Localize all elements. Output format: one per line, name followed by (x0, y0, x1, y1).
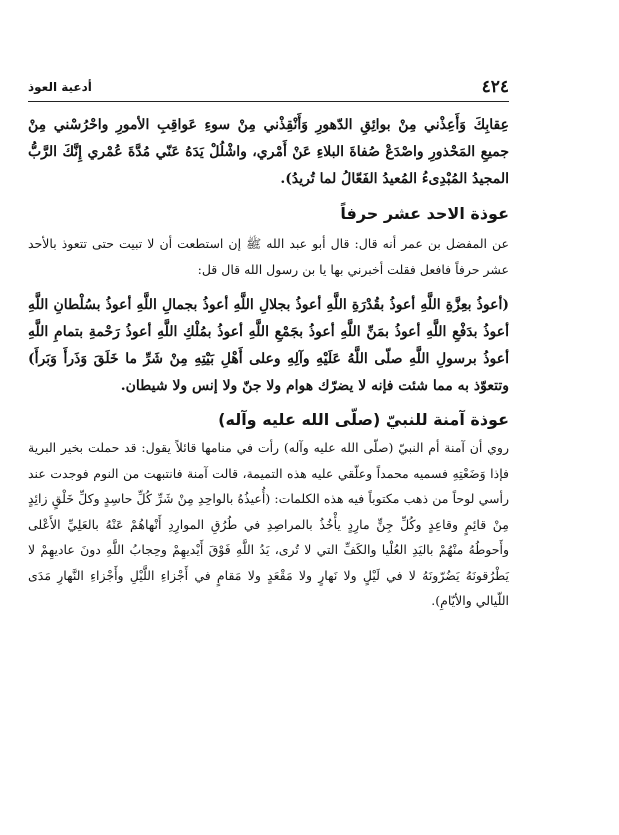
header-divider (28, 101, 509, 102)
section-heading-amina: عوذة آمنة للنبيّ (صلّى الله عليه وآله) (218, 410, 509, 429)
page-body (28, 112, 509, 614)
page-number: ٤٢٤ (481, 77, 509, 97)
amina-narration-paragraph: روي أن آمنة أم النبيّ (صلّى الله عليه وآله) رأت في منامها قائلاً يقول: قد حملت بخير البرية فإذا وَضَعْتِهِ فسميه محمداً وعلّقي عليه هذه التميمة، قالت آمنة فانتبهت من النوم فوجدت عند رأسي لوحاً من ذهب مكتوباً فيه هذه الكلمات: (أُعيذُهُ بالواحِدِ مِنْ شَرِّ كُلِّ حاسِدٍ وكلِّ خَلْقٍ زائِدٍ مِنْ قائِمٍ وقاعِدٍ وكُلِّ جِنٍّ مارِدٍ يأْخُذُ بالمراصِدِ في طُرُقِ الموارِدِ أَنْهاهُمْ عَنْهُ بالعَلِيِّ الأَعْلى وأَحوطُهُ منْهُمْ باليَدِ العُلْيا والكَفِّ التي لا تُرى، يَدُ اللَّهِ فَوْقَ أَيْديهِمْ وحِجابُ اللَّهِ دونَ عاديهِمْ لا يَطْرُقونَهُ يَضُرّونَهُ لا في لَيْلٍ ولا نَهارٍ ولا مَقْعَدٍ ولا مَقامٍ في أَجْزاءِ اللَّيْلِ وأَجْزاءِ النَّهارِ مَدَى اللّيالي والأيّامِ). (28, 440, 509, 608)
page-header (28, 76, 509, 98)
section-heading-eleven-letters: عوذة الاحد عشر حرفاً (340, 204, 509, 223)
eleven-letters-prayer: (أعوذُ بعِزَّةِ اللَّهِ أعوذُ بقُدْرَةِ اللَّهِ أعوذُ بجلالِ اللَّهِ أعوذُ بجمالِ اللَّهِ أعوذُ بسُلْطانِ اللَّهِ أعوذُ بدَفْعِ اللَّهِ أعوذُ بمَنِّ اللَّهِ أعوذُ بجَمْعِ اللَّهِ أعوذُ بمُلْكِ اللَّهِ أعوذُ رَحْمةِ بتمامِ اللَّهِ أعوذُ برسولِ اللَّهِ صلّى اللَّهُ عَلَيْهِ وآلِهِ وعلى أَهْلِ بَيْتِهِ مِنْ شَرِّ ما خَلَقَ وَذَرأَ وَبَرأَ) وتتعوّذ به مما شئت فإنه لا يضرّك هوام ولا جنّ ولا إنس ولا شيطان. (28, 297, 509, 394)
prayer-continuation: عِقابِكَ وَأَعِذْني مِنْ بوائِقِ الدّهورِ وَأَنْقِذْني مِنْ سوءِ عَواقِبِ الأمورِ واحْرُسْني مِنْ جميعِ المَحْذورِ واصْدَعْ صُفاةَ البلاءِ عَنْ أَمْري، واشْلُلْ يَدَهُ عَنّي مُدَّةَ عُمْري إِنَّكَ الرَّبُّ المجيدُ المُبْدِىءُ المُعيدُ الفَعّالُ لما تُريدُ). (28, 117, 509, 187)
narration-paragraph: عن المفضل بن عمر أنه قال: قال أبو عبد الله ﷺ إن استطعت أن لا تبيت حتى تتعوذ بالأحد عشر حرفاً فافعل فقلت أخبرني بها يا بن رسول الله قال قل: (28, 236, 509, 277)
running-title: أدعية العوذ (28, 80, 92, 94)
